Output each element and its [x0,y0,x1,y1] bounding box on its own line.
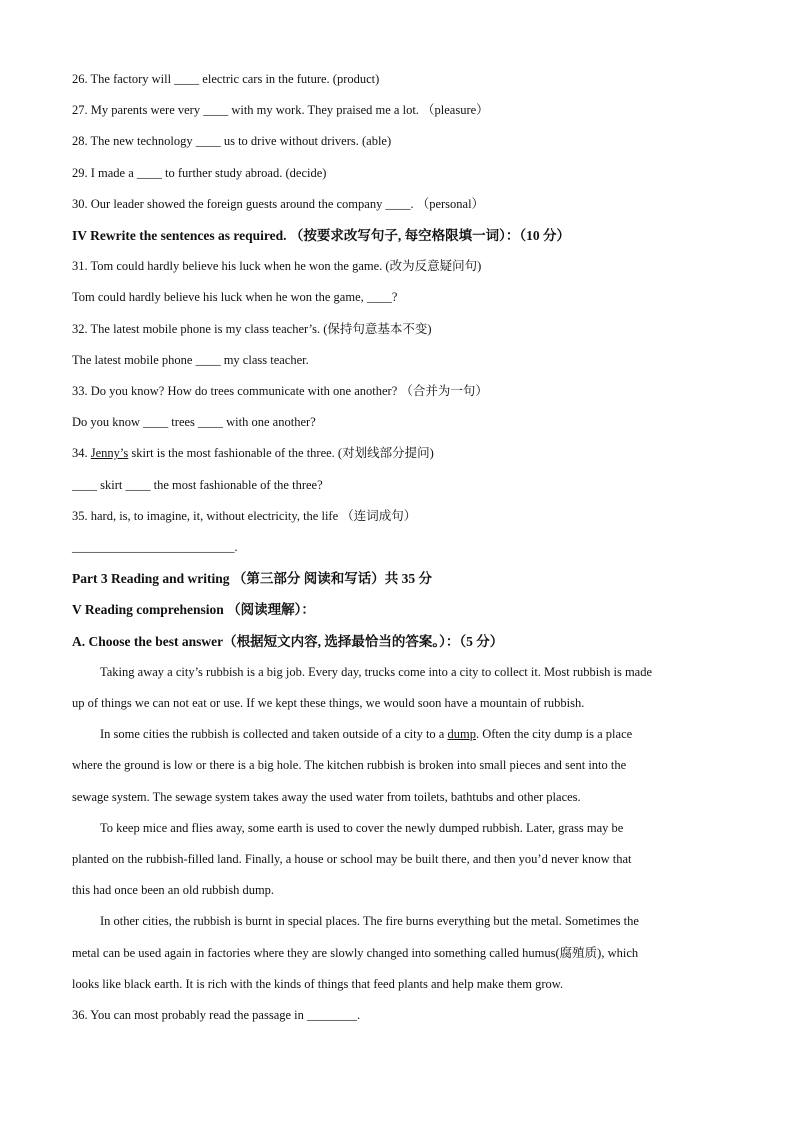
section-v-heading: V Reading comprehension （阅读理解）： [72,602,315,618]
passage-text: . Often the city dump is a place [475,727,633,742]
passage-line: planted on the rubbish-filled land. Finally, a house or school may be built there, and then you’d never know that [72,852,632,867]
passage-line: To keep mice and flies away, some earth is used to cover the newly dumped rubbish. Later, grass may be [100,820,624,835]
passage-line: In other cities, the rubbish is burnt in special places. The fire burns everything but the metal. Sometimes the [100,914,639,929]
question-32-answer-line: The latest mobile phone ____ my class teacher. [72,352,309,367]
question-26: 26. The factory will ____ electric cars in the future. (product) [72,72,380,86]
passage-line: looks like black earth. It is rich with the kinds of things that feed plants and help make them grow. [72,976,564,991]
question-35-answer-line: __________________________. [72,540,238,555]
question-34-rest: skirt is the most fashionable of the three. (对划线部分提问) [131,446,434,461]
question-31: 31. Tom could hardly believe his luck when he won the game. (改为反意疑问句) [72,259,482,274]
question-34-underlined-word: Jenny’s [90,446,129,461]
vocabulary-questions [72,64,734,220]
part-3-heading: Part 3 Reading and writing （第三部分 阅读和写话）共 35 分 [72,571,433,587]
question-36: 36. You can most probably read the passage in ________. [72,1008,361,1023]
question-30: 30. Our leader showed the foreign guests around the company ____. （personal） [72,196,485,211]
underlined-word-dump: dump [447,727,476,742]
section-iv-heading: IV Rewrite the sentences as required. （按要求改写句子, 每空格限填一词）：（10 分） [72,228,570,244]
passage-paragraph-1 [72,657,734,719]
passage-paragraph-2 [72,719,734,813]
question-28: 28. The new technology ____ us to drive without drivers. (able) [72,134,392,149]
question-34 [72,438,734,469]
passage-line: sewage system. The sewage system takes away the used water from toilets, bathtubs and other places. [72,789,581,804]
question-34-number: 34. [72,446,88,461]
passage-paragraph-4 [72,906,734,1000]
question-35: 35. hard, is, to imagine, it, without electricity, the life （连词成句） [72,508,417,523]
passage-line: metal can be used again in factories where they are slowly changed into something called humus(腐殖质), which [72,945,639,960]
question-31-answer-line: Tom could hardly believe his luck when he won the game, ____? [72,290,398,305]
question-33-answer-line: Do you know ____ trees ____ with one another? [72,415,316,430]
question-32: 32. The latest mobile phone is my class teacher’s. (保持句意基本不变) [72,321,432,336]
passage-line: this had once been an old rubbish dump. [72,883,275,898]
passage-paragraph-3 [72,813,734,907]
passage-text: In some cities the rubbish is collected and taken outside of a city to a [100,727,445,742]
question-27: 27. My parents were very ____ with my work. They praised me a lot. （pleasure） [72,103,489,118]
question-33: 33. Do you know? How do trees communicate with one another? （合并为一句） [72,384,488,399]
passage-line: up of things we can not eat or use. If we kept these things, we would soon have a mountain of rubbish. [72,696,585,711]
question-29: 29. I made a ____ to further study abroad. (decide) [72,165,327,180]
section-a-heading: A. Choose the best answer（根据短文内容, 选择最恰当的答案。）：（5 分） [72,633,504,649]
question-34-answer-line: ____ skirt ____ the most fashionable of the three? [72,477,323,492]
rewrite-questions [72,251,734,563]
passage-line: Taking away a city’s rubbish is a big job. Every day, trucks come into a city to collect it. Most rubbish is made [100,664,653,679]
passage-line [72,719,734,750]
passage-line: where the ground is low or there is a big hole. The kitchen rubbish is broken into small pieces and sent into the [72,758,627,773]
